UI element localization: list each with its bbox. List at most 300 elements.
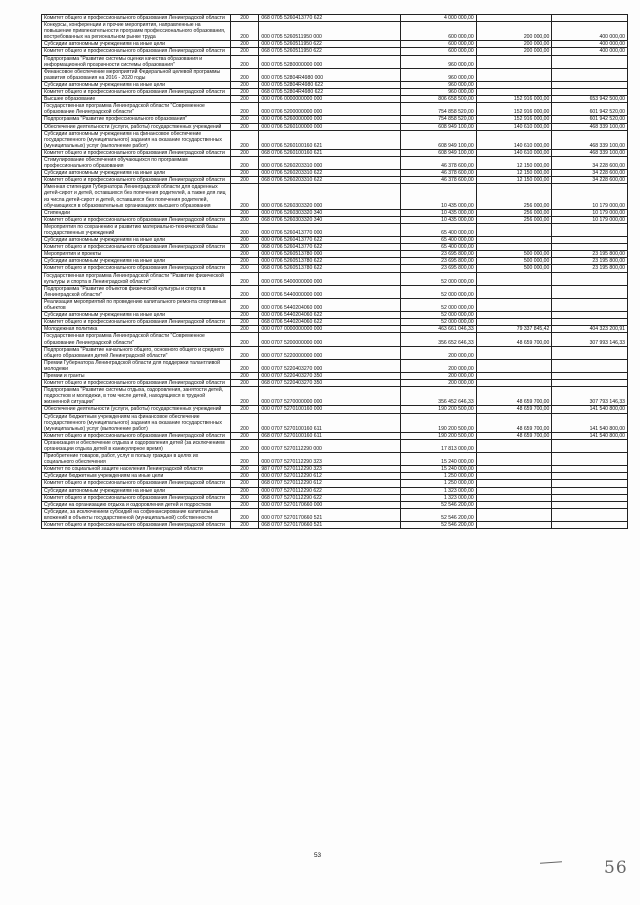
row-name-cell: Комитет общего и профессионального образования Ленинградской области — [42, 319, 231, 326]
row-name-cell: Субсидии автономным учреждениям на иные цели — [42, 170, 231, 177]
row-code-cell: 000 0706 5260100000 000 — [259, 123, 401, 130]
row-amount-cell: 960 000,00 — [401, 89, 477, 96]
row-grbs-cell: 200 — [230, 89, 259, 96]
row-regional-amount-cell: 400 000,00 — [552, 41, 628, 48]
row-regional-amount-cell: 601 942 520,00 — [552, 116, 628, 123]
table-row — [42, 123, 628, 130]
row-federal-amount-cell — [476, 55, 552, 68]
table-row — [42, 96, 628, 103]
row-regional-amount-cell: 141 540 800,00 — [552, 432, 628, 439]
row-grbs-cell: 200 — [230, 453, 259, 466]
row-amount-cell: 52 000 000,00 — [401, 298, 477, 311]
row-code-cell: 000 0706 5260100160 621 — [259, 130, 401, 149]
row-code-cell: 000 0706 5260413770 622 — [259, 237, 401, 244]
row-regional-amount-cell — [552, 380, 628, 387]
row-amount-cell: 52 000 000,00 — [401, 319, 477, 326]
row-federal-amount-cell: 152 916 000,00 — [476, 103, 552, 116]
row-amount-cell: 608 949 100,00 — [401, 123, 477, 130]
row-grbs-cell: 200 — [230, 22, 259, 41]
row-amount-cell: 10 435 000,00 — [401, 216, 477, 223]
row-code-cell: 000 0707 5270112290 000 — [259, 439, 401, 452]
row-code-cell: 000 0705 5280000000 000 — [259, 55, 401, 68]
row-federal-amount-cell: 500 000,00 — [476, 265, 552, 272]
row-grbs-cell: 200 — [230, 96, 259, 103]
row-code-cell: 000 0705 52804R4980 622 — [259, 81, 401, 88]
row-code-cell: 000 0706 5260303320 000 — [259, 184, 401, 209]
row-regional-amount-cell — [552, 272, 628, 285]
row-amount-cell: 600 000,00 — [401, 41, 477, 48]
row-regional-amount-cell — [552, 346, 628, 359]
row-amount-cell: 23 695 800,00 — [401, 265, 477, 272]
row-federal-amount-cell: 48 659 700,00 — [476, 387, 552, 406]
row-code-cell: 000 0707 5270000000 000 — [259, 387, 401, 406]
row-regional-amount-cell — [552, 223, 628, 236]
table-row — [42, 319, 628, 326]
row-name-cell: Комитет общего и профессионального образования Ленинградской области — [42, 15, 231, 22]
row-federal-amount-cell — [476, 223, 552, 236]
table-row — [42, 81, 628, 88]
row-regional-amount-cell: 141 540 800,00 — [552, 413, 628, 432]
row-grbs-cell: 200 — [230, 312, 259, 319]
row-federal-amount-cell: 48 659 700,00 — [476, 406, 552, 413]
row-code-cell: 000 0707 0000000000 000 — [259, 326, 401, 333]
row-federal-amount-cell: 152 916 000,00 — [476, 116, 552, 123]
row-federal-amount-cell: 256 000,00 — [476, 216, 552, 223]
row-name-cell: Субсидии автономным учреждениям на иные цели — [42, 487, 231, 494]
row-code-cell: 000 0707 5220403270 000 — [259, 359, 401, 372]
table-row — [42, 387, 628, 406]
table-row — [42, 89, 628, 96]
row-name-cell: Премии и гранты — [42, 372, 231, 379]
table-row — [42, 41, 628, 48]
row-regional-amount-cell — [552, 319, 628, 326]
row-federal-amount-cell — [476, 508, 552, 521]
row-federal-amount-cell — [476, 312, 552, 319]
row-name-cell: Молодежная политика — [42, 326, 231, 333]
row-name-cell: Субсидии автономным учреждениям на иные цели — [42, 81, 231, 88]
table-row — [42, 359, 628, 372]
row-code-cell: 068 0706 5440204060 622 — [259, 319, 401, 326]
row-amount-cell: 200 000,00 — [401, 359, 477, 372]
row-federal-amount-cell: 500 000,00 — [476, 258, 552, 265]
row-name-cell: Субсидии автономным учреждениям на иные цели — [42, 312, 231, 319]
row-name-cell: Субсидии бюджетным учреждениям на иные цели — [42, 473, 231, 480]
table-row — [42, 326, 628, 333]
row-amount-cell: 1 323 000,00 — [401, 487, 477, 494]
row-amount-cell: 463 661 046,33 — [401, 326, 477, 333]
row-regional-amount-cell — [552, 501, 628, 508]
row-grbs-cell: 200 — [230, 333, 259, 346]
row-name-cell: Мероприятия и проекты — [42, 251, 231, 258]
row-amount-cell: 4 000 000,00 — [401, 15, 477, 22]
row-code-cell: 068 0707 5270112290 622 — [259, 494, 401, 501]
row-grbs-cell: 200 — [230, 103, 259, 116]
table-row — [42, 522, 628, 529]
table-row — [42, 453, 628, 466]
row-grbs-cell: 200 — [230, 237, 259, 244]
row-name-cell: Субсидии, за исключением субсидий на софинансирование капитальных вложений в объекты государственной (муниципальной) собственности — [42, 508, 231, 521]
table-row — [42, 15, 628, 22]
row-grbs-cell: 200 — [230, 81, 259, 88]
row-code-cell: 000 0707 5270100160 000 — [259, 406, 401, 413]
table-row — [42, 333, 628, 346]
row-name-cell: Субсидии бюджетным учреждениям на финансовое обеспечение государственного (муниципального) задания на оказание государственных (муниципальных) услуг (выполнение работ) — [42, 413, 231, 432]
row-regional-amount-cell: 307 793 146,33 — [552, 387, 628, 406]
row-amount-cell: 190 200 500,00 — [401, 413, 477, 432]
row-regional-amount-cell — [552, 15, 628, 22]
row-name-cell: Мероприятия по сохранению и развитию материально-технической базы государственных учреждений — [42, 223, 231, 236]
row-regional-amount-cell — [552, 439, 628, 452]
row-grbs-cell: 200 — [230, 149, 259, 156]
table-row — [42, 103, 628, 116]
row-code-cell: 068 0705 5260511950 622 — [259, 48, 401, 55]
row-regional-amount-cell — [552, 312, 628, 319]
row-amount-cell: 1 250 000,00 — [401, 480, 477, 487]
row-amount-cell: 960 000,00 — [401, 81, 477, 88]
row-federal-amount-cell — [476, 453, 552, 466]
table-row — [42, 265, 628, 272]
row-regional-amount-cell — [552, 473, 628, 480]
row-grbs-cell: 200 — [230, 466, 259, 473]
row-regional-amount-cell: 23 195 800,00 — [552, 265, 628, 272]
row-name-cell: Комитет общего и профессионального образования Ленинградской области — [42, 149, 231, 156]
row-grbs-cell: 200 — [230, 501, 259, 508]
row-name-cell: Стимулирование обеспечения обучающихся по программам профессионального образования — [42, 156, 231, 169]
row-regional-amount-cell — [552, 494, 628, 501]
row-amount-cell: 52 000 000,00 — [401, 272, 477, 285]
row-federal-amount-cell: 140 610 000,00 — [476, 130, 552, 149]
table-row — [42, 508, 628, 521]
row-federal-amount-cell: 140 610 000,00 — [476, 149, 552, 156]
row-amount-cell: 23 695 800,00 — [401, 251, 477, 258]
row-code-cell: 000 0706 5260303320 340 — [259, 209, 401, 216]
budget-table-body — [42, 15, 628, 529]
row-federal-amount-cell: 48 659 700,00 — [476, 413, 552, 432]
row-name-cell: Комитет общего и профессионального образования Ленинградской области — [42, 522, 231, 529]
row-grbs-cell: 200 — [230, 359, 259, 372]
row-grbs-cell: 200 — [230, 432, 259, 439]
row-amount-cell: 806 658 500,00 — [401, 96, 477, 103]
row-grbs-cell: 200 — [230, 130, 259, 149]
row-name-cell: Комитет общего и профессионального образования Ленинградской области — [42, 380, 231, 387]
row-name-cell: Государственная программа Ленинградской области "Развитие физической культуры и спорта в Ленинградской области" — [42, 272, 231, 285]
row-grbs-cell: 200 — [230, 508, 259, 521]
row-amount-cell: 960 000,00 — [401, 68, 477, 81]
row-name-cell: Подпрограмма "Развитие системы отдыха, оздоровления, занятости детей, подростков и молодежи, в том числе детей, находящихся в трудной жизненной ситуации" — [42, 387, 231, 406]
row-federal-amount-cell: 48 659 700,00 — [476, 333, 552, 346]
row-code-cell: 000 0705 52804R4980 000 — [259, 68, 401, 81]
row-code-cell: 000 0707 5200000000 000 — [259, 333, 401, 346]
row-code-cell: 000 0705 5260511950 000 — [259, 22, 401, 41]
row-federal-amount-cell: 200 000,00 — [476, 41, 552, 48]
table-row — [42, 312, 628, 319]
row-name-cell: Реализация мероприятий по проведению капитального ремонта спортивных объектов — [42, 298, 231, 311]
table-row — [42, 251, 628, 258]
table-row — [42, 413, 628, 432]
row-code-cell: 068 0707 5270100160 611 — [259, 432, 401, 439]
row-name-cell: Комитет общего и профессионального образования Ленинградской области — [42, 244, 231, 251]
row-amount-cell: 190 200 500,00 — [401, 432, 477, 439]
row-code-cell: 000 0706 5440000000 000 — [259, 285, 401, 298]
table-row — [42, 149, 628, 156]
budget-table — [41, 14, 628, 529]
row-federal-amount-cell — [476, 439, 552, 452]
row-amount-cell: 190 200 500,00 — [401, 406, 477, 413]
row-code-cell: 000 0706 5260203310 622 — [259, 170, 401, 177]
row-regional-amount-cell: 10 179 000,00 — [552, 209, 628, 216]
row-code-cell: 000 0706 5200000000 000 — [259, 103, 401, 116]
row-amount-cell: 1 323 000,00 — [401, 494, 477, 501]
table-row — [42, 130, 628, 149]
row-federal-amount-cell: 152 916 000,00 — [476, 96, 552, 103]
row-regional-amount-cell — [552, 508, 628, 521]
row-code-cell: 000 0707 5270100160 611 — [259, 413, 401, 432]
row-grbs-cell: 200 — [230, 116, 259, 123]
row-grbs-cell: 200 — [230, 522, 259, 529]
row-grbs-cell: 200 — [230, 372, 259, 379]
row-name-cell: Комитет по социальной защите населения Ленинградской области — [42, 466, 231, 473]
row-regional-amount-cell — [552, 89, 628, 96]
row-federal-amount-cell: 12 150 000,00 — [476, 177, 552, 184]
row-code-cell: 068 0707 5270170660 521 — [259, 522, 401, 529]
row-amount-cell: 754 858 520,00 — [401, 116, 477, 123]
table-row — [42, 285, 628, 298]
row-grbs-cell: 200 — [230, 272, 259, 285]
row-name-cell: Субсидии автономным учреждениям на иные цели — [42, 258, 231, 265]
table-row — [42, 501, 628, 508]
row-regional-amount-cell — [552, 237, 628, 244]
table-row — [42, 298, 628, 311]
row-regional-amount-cell: 601 942 520,00 — [552, 103, 628, 116]
row-amount-cell: 356 652 646,33 — [401, 333, 477, 346]
row-grbs-cell: 200 — [230, 55, 259, 68]
row-grbs-cell: 200 — [230, 480, 259, 487]
row-amount-cell: 15 240 000,00 — [401, 453, 477, 466]
row-name-cell: Подпрограмма "Развитие профессионального образования" — [42, 116, 231, 123]
row-federal-amount-cell: 500 000,00 — [476, 251, 552, 258]
row-code-cell: 000 0706 5260513780 622 — [259, 258, 401, 265]
row-grbs-cell: 200 — [230, 251, 259, 258]
row-grbs-cell: 200 — [230, 380, 259, 387]
row-name-cell: Финансовое обеспечение мероприятий Федеральной целевой программы развития образования на 2016 - 2020 годы — [42, 68, 231, 81]
row-grbs-cell: 200 — [230, 223, 259, 236]
row-grbs-cell: 200 — [230, 487, 259, 494]
row-grbs-cell: 200 — [230, 68, 259, 81]
row-grbs-cell: 200 — [230, 156, 259, 169]
row-regional-amount-cell: 404 323 200,91 — [552, 326, 628, 333]
row-name-cell: Именная стипендия Губернатора Ленинградской области для одаренных детей-сирот и детей, оставшихся без попечения родителей, а также для лиц из числа детей-сирот и детей, оставшихся без попечения родителей, обучающихся в образовательных организациях высшего образования — [42, 184, 231, 209]
row-name-cell: Комитет общего и профессионального образования Ленинградской области — [42, 89, 231, 96]
row-regional-amount-cell — [552, 81, 628, 88]
row-amount-cell: 1 250 000,00 — [401, 473, 477, 480]
row-name-cell: Организация и обеспечение отдыха и оздоровления детей (за исключением организации отдыха детей в каникулярное время) — [42, 439, 231, 452]
row-code-cell: 068 0706 5260303320 340 — [259, 216, 401, 223]
row-name-cell: Субсидии на организацию отдыха и оздоровления детей и подростков — [42, 501, 231, 508]
row-amount-cell: 15 240 000,00 — [401, 466, 477, 473]
row-amount-cell: 46 378 600,00 — [401, 177, 477, 184]
row-grbs-cell: 200 — [230, 413, 259, 432]
row-grbs-cell: 200 — [230, 48, 259, 55]
row-code-cell: 068 0706 5260413770 622 — [259, 244, 401, 251]
row-code-cell: 000 0707 5270170660 521 — [259, 508, 401, 521]
row-regional-amount-cell — [552, 298, 628, 311]
row-regional-amount-cell: 34 228 600,00 — [552, 177, 628, 184]
table-row — [42, 177, 628, 184]
row-federal-amount-cell — [476, 15, 552, 22]
row-code-cell: 068 0705 5260413770 622 — [259, 15, 401, 22]
row-amount-cell: 754 858 520,00 — [401, 103, 477, 116]
row-regional-amount-cell: 307 993 146,33 — [552, 333, 628, 346]
row-code-cell: 000 0707 5270170660 000 — [259, 501, 401, 508]
row-name-cell: Стипендии — [42, 209, 231, 216]
row-grbs-cell: 200 — [230, 123, 259, 130]
row-code-cell: 068 0707 5220403270 350 — [259, 380, 401, 387]
row-federal-amount-cell: 256 000,00 — [476, 209, 552, 216]
row-name-cell: Комитет общего и профессионального образования Ленинградской области — [42, 432, 231, 439]
row-amount-cell: 600 000,00 — [401, 22, 477, 41]
row-federal-amount-cell — [476, 480, 552, 487]
row-amount-cell: 46 378 600,00 — [401, 156, 477, 169]
row-name-cell: Комитет общего и профессионального образования Ленинградской области — [42, 480, 231, 487]
row-federal-amount-cell — [476, 319, 552, 326]
row-federal-amount-cell: 200 000,00 — [476, 48, 552, 55]
row-amount-cell: 23 695 800,00 — [401, 258, 477, 265]
row-name-cell: Высшее образование — [42, 96, 231, 103]
row-name-cell: Комитет общего и профессионального образования Ленинградской области — [42, 177, 231, 184]
row-federal-amount-cell — [476, 466, 552, 473]
row-name-cell: Обеспечение деятельности (услуги, работы) государственных учреждений — [42, 406, 231, 413]
table-row — [42, 22, 628, 41]
row-code-cell: 000 0706 5260203310 000 — [259, 156, 401, 169]
row-federal-amount-cell — [476, 298, 552, 311]
row-federal-amount-cell: 12 150 000,00 — [476, 170, 552, 177]
table-row — [42, 244, 628, 251]
row-code-cell: 068 0705 52804R4980 622 — [259, 89, 401, 96]
row-amount-cell: 10 435 000,00 — [401, 184, 477, 209]
row-amount-cell: 52 546 200,00 — [401, 501, 477, 508]
row-code-cell: 068 0706 5260513780 622 — [259, 265, 401, 272]
row-regional-amount-cell: 141 540 800,00 — [552, 406, 628, 413]
row-grbs-cell: 200 — [230, 244, 259, 251]
row-federal-amount-cell — [476, 372, 552, 379]
stamped-page-number: 56 — [604, 858, 628, 878]
row-regional-amount-cell — [552, 372, 628, 379]
row-name-cell: Комитет общего и профессионального образования Ленинградской области — [42, 494, 231, 501]
row-amount-cell: 200 000,00 — [401, 372, 477, 379]
row-amount-cell: 600 000,00 — [401, 48, 477, 55]
row-code-cell: 000 0706 0000000000 000 — [259, 96, 401, 103]
table-row — [42, 237, 628, 244]
table-row — [42, 116, 628, 123]
row-regional-amount-cell: 400 000,00 — [552, 48, 628, 55]
row-amount-cell: 10 435 000,00 — [401, 209, 477, 216]
row-code-cell: 000 0706 5400000000 000 — [259, 272, 401, 285]
row-amount-cell: 65 400 000,00 — [401, 223, 477, 236]
table-row — [42, 372, 628, 379]
table-row — [42, 156, 628, 169]
row-amount-cell: 52 546 200,00 — [401, 522, 477, 529]
table-row — [42, 170, 628, 177]
row-grbs-cell: 200 — [230, 216, 259, 223]
table-row — [42, 346, 628, 359]
row-name-cell: Подпрограмма "Развитие системы оценки качества образования и информационной прозрачности системы образования" — [42, 55, 231, 68]
row-federal-amount-cell — [476, 89, 552, 96]
row-amount-cell: 17 813 000,00 — [401, 439, 477, 452]
row-regional-amount-cell — [552, 359, 628, 372]
row-regional-amount-cell: 653 942 500,00 — [552, 96, 628, 103]
row-federal-amount-cell — [476, 272, 552, 285]
row-grbs-cell: 200 — [230, 41, 259, 48]
row-regional-amount-cell: 468 339 100,00 — [552, 149, 628, 156]
row-grbs-cell: 200 — [230, 258, 259, 265]
row-regional-amount-cell: 10 179 000,00 — [552, 216, 628, 223]
row-grbs-cell: 200 — [230, 265, 259, 272]
row-regional-amount-cell — [552, 487, 628, 494]
row-regional-amount-cell: 468 339 100,00 — [552, 123, 628, 130]
row-code-cell: 068 0706 5260100160 621 — [259, 149, 401, 156]
row-amount-cell: 200 000,00 — [401, 380, 477, 387]
row-grbs-cell: 200 — [230, 494, 259, 501]
row-grbs-cell: 200 — [230, 170, 259, 177]
row-code-cell: 000 0706 5440204060 000 — [259, 298, 401, 311]
row-regional-amount-cell: 34 228 600,00 — [552, 156, 628, 169]
row-grbs-cell: 200 — [230, 439, 259, 452]
row-amount-cell: 608 949 100,00 — [401, 130, 477, 149]
page-number: 53 — [314, 852, 322, 859]
row-federal-amount-cell — [476, 380, 552, 387]
row-code-cell: 000 0706 5440204060 622 — [259, 312, 401, 319]
row-federal-amount-cell: 79 337 845,42 — [476, 326, 552, 333]
row-code-cell: 000 0707 5220403270 350 — [259, 372, 401, 379]
row-regional-amount-cell — [552, 522, 628, 529]
row-amount-cell: 608 949 100,00 — [401, 149, 477, 156]
row-name-cell: Премии Губернатора Ленинградской области для поддержки талантливой молодежи — [42, 359, 231, 372]
row-name-cell: Субсидии автономным учреждениям на иные цели — [42, 41, 231, 48]
row-federal-amount-cell — [476, 473, 552, 480]
row-federal-amount-cell — [476, 81, 552, 88]
row-federal-amount-cell — [476, 522, 552, 529]
row-amount-cell: 52 000 000,00 — [401, 312, 477, 319]
table-row — [42, 223, 628, 236]
row-grbs-cell: 200 — [230, 15, 259, 22]
row-code-cell: 000 0705 5260511950 622 — [259, 41, 401, 48]
row-grbs-cell: 200 — [230, 184, 259, 209]
row-grbs-cell: 200 — [230, 319, 259, 326]
row-federal-amount-cell — [476, 359, 552, 372]
row-code-cell: 000 0707 5270112290 323 — [259, 453, 401, 466]
row-amount-cell: 960 000,00 — [401, 55, 477, 68]
row-regional-amount-cell: 34 228 600,00 — [552, 170, 628, 177]
row-name-cell: Конкурсы, конференции и прочие мероприятия, направленные на повышение привлекательности программ профессионального образования, востребованных на региональном рынке труда — [42, 22, 231, 41]
table-row — [42, 487, 628, 494]
table-row — [42, 380, 628, 387]
table-row — [42, 272, 628, 285]
row-regional-amount-cell — [552, 244, 628, 251]
row-name-cell: Комитет общего и профессионального образования Ленинградской области — [42, 265, 231, 272]
row-code-cell: 987 0707 5270112290 323 — [259, 466, 401, 473]
row-regional-amount-cell: 400 000,00 — [552, 22, 628, 41]
row-regional-amount-cell: 23 195 800,00 — [552, 258, 628, 265]
row-federal-amount-cell — [476, 68, 552, 81]
row-federal-amount-cell — [476, 237, 552, 244]
row-grbs-cell: 200 — [230, 326, 259, 333]
row-grbs-cell: 200 — [230, 387, 259, 406]
row-regional-amount-cell: 10 179 000,00 — [552, 184, 628, 209]
row-name-cell: Субсидии автономным учреждениям на иные цели — [42, 237, 231, 244]
row-grbs-cell: 200 — [230, 177, 259, 184]
row-amount-cell: 356 452 646,33 — [401, 387, 477, 406]
row-grbs-cell: 200 — [230, 473, 259, 480]
